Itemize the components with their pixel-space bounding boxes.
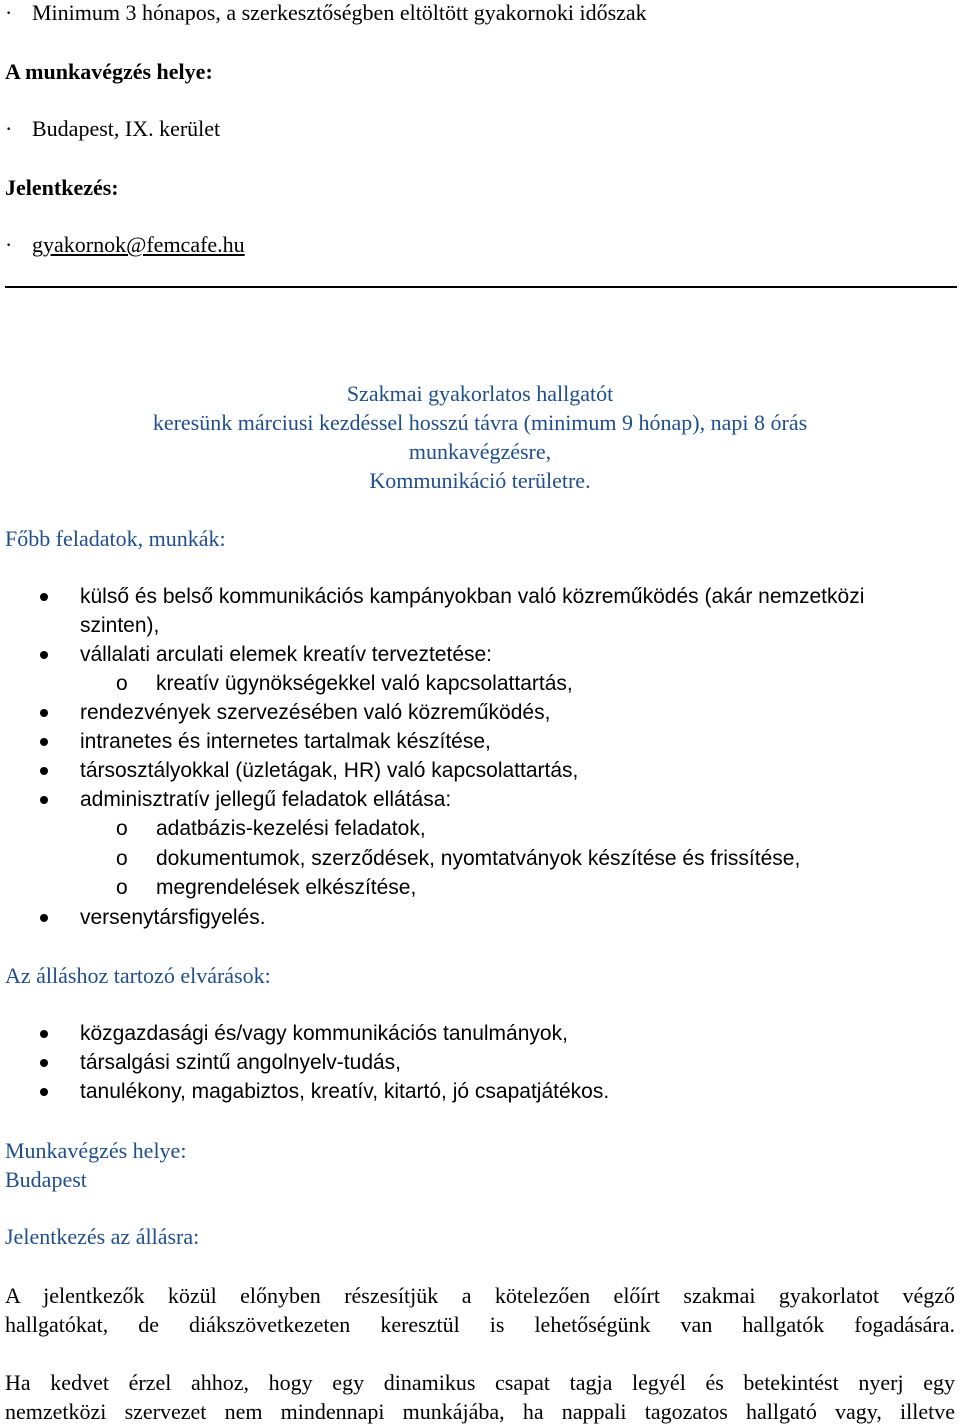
bullet-icon — [40, 738, 48, 746]
application-paragraph-1-line-2: hallgatókat, de diákszövetkezeten keresztül is lehetőségünk van hallgatók fogadására. — [5, 1312, 955, 1337]
bullet-dot: · — [5, 116, 13, 141]
task-6-sub-2: dokumentumok, szerződések, nyomtatványok készítése és frissítése, — [156, 847, 801, 870]
apply-heading: Jelentkezés: — [5, 175, 119, 200]
requirements-heading: Az álláshoz tartozó elvárások: — [5, 963, 271, 988]
sub-bullet-marker: o — [116, 672, 128, 695]
bullet-dot: · — [5, 0, 13, 25]
announcement-line-2: keresünk márciusi kezdéssel hosszú távra (minimum 9 hónap), napi 8 órás — [152, 410, 808, 435]
application-paragraph-1-line-1: A jelentkezők közül előnyben részesítjük a kötelezően előírt szakmai gyakorlatot végző — [5, 1283, 955, 1308]
task-4: intranetes és internetes tartalmak készítése, — [80, 730, 491, 753]
workplace-city: Budapest — [5, 1167, 87, 1192]
bullet-icon — [40, 651, 48, 659]
location-item — [5, 114, 955, 143]
workplace-heading: Munkavégzés helye: — [5, 1138, 187, 1163]
requirement-1: közgazdasági és/vagy kommunikációs tanulmányok, — [80, 1022, 568, 1045]
task-6-sub-3: megrendelések elkészítése, — [156, 876, 417, 899]
application-heading: Jelentkezés az állásra: — [5, 1224, 200, 1249]
task-6-sub-1: adatbázis-kezelési feladatok, — [156, 817, 426, 840]
announcement-line-4: Kommunikáció területre. — [369, 468, 591, 493]
bullet-icon — [40, 1030, 48, 1038]
announcement-line-1: Szakmai gyakorlatos hallgatót — [346, 381, 614, 406]
announcement-line-3: munkavégzésre, — [408, 439, 552, 464]
task-2: vállalati arculati elemek kreatív terveztetése: — [80, 643, 493, 666]
location-text: Budapest, IX. kerület — [32, 116, 221, 141]
bullet-icon — [40, 593, 48, 601]
bullet-icon — [40, 914, 48, 922]
requirement-text: Minimum 3 hónapos, a szerkesztőségben eltöltött gyakornoki időszak — [32, 0, 647, 25]
requirement-2: társalgási szintű angolnyelv-tudás, — [80, 1051, 402, 1074]
requirement-3: tanulékony, magabiztos, kreatív, kitartó, jó csapatjátékos. — [80, 1080, 610, 1103]
task-7: versenytársfigyelés. — [80, 906, 266, 929]
bullet-icon — [40, 796, 48, 804]
task-2-sub-1: kreatív ügynökségekkel való kapcsolattartás, — [156, 672, 573, 695]
application-paragraph-2-line-2: nemzetközi szervezet nem mindennapi munkájába, ha nappali tagozatos hallgató vagy, illetve — [5, 1399, 955, 1424]
task-1-line-2: szinten), — [80, 614, 160, 637]
sub-bullet-marker: o — [116, 847, 128, 870]
task-6: adminisztratív jellegű feladatok ellátása: — [80, 788, 452, 811]
task-3: rendezvények szervezésében való közreműködés, — [80, 701, 551, 724]
bullet-icon — [40, 709, 48, 717]
email-item — [5, 230, 955, 259]
bullet-dot: · — [5, 232, 13, 257]
sub-bullet-marker: o — [116, 876, 128, 899]
task-1-line-1: külső és belső kommunikációs kampányokban való közreműködés (akár nemzetközi — [80, 585, 865, 608]
tasks-heading: Főbb feladatok, munkák: — [5, 526, 226, 551]
requirement-item — [5, 0, 955, 27]
location-heading: A munkavégzés helye: — [5, 59, 213, 84]
horizontal-divider — [5, 286, 957, 288]
bullet-icon — [40, 1088, 48, 1096]
bullet-icon — [40, 1059, 48, 1067]
bullet-icon — [40, 767, 48, 775]
sub-bullet-marker: o — [116, 817, 128, 840]
application-paragraph-2-line-1: Ha kedvet érzel ahhoz, hogy egy dinamikus csapat tagja legyél és betekintést nyerj egy — [5, 1370, 955, 1395]
task-5: társosztályokkal (üzletágak, HR) való kapcsolattartás, — [80, 759, 579, 782]
email-link[interactable]: gyakornok@femcafe.hu — [32, 232, 245, 257]
